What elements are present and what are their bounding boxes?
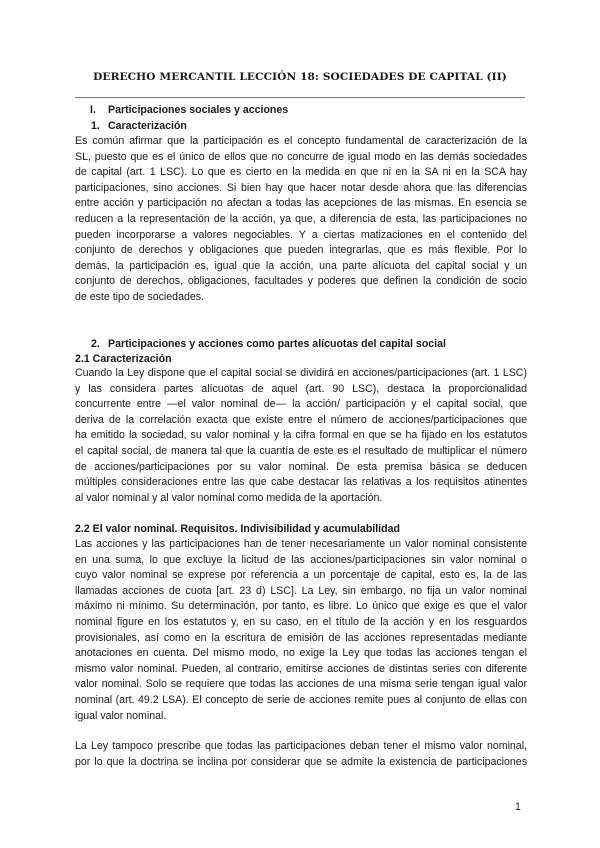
section-title: Participaciones sociales y acciones	[108, 104, 289, 116]
page-number: 1	[515, 801, 521, 813]
text-line: cuyo valor nominal se exprese por referencia a un porcentaje de capital, esto es, la de las	[75, 569, 527, 582]
text-line: de este tipo de sociedades.	[75, 290, 204, 303]
paragraph-partes-alicuotas	[75, 366, 527, 506]
text-line: mismo valor nominal. Pueden, al contrario, emitirse acciones de distintas series con diferente	[75, 662, 527, 675]
text-line: entre acción y participación no afectan a todas las acepciones de las mismas. En esencia se	[75, 197, 527, 210]
subsection-heading-2-1: 2.1 Caracterización	[75, 353, 172, 365]
text-line: deriva de la correlación exacta que existe entre el número de acciones/participaciones que	[75, 413, 527, 426]
text-line: SL, puesto que es el único de ellos que no concurre de igual modo en las demás sociedades	[75, 150, 527, 163]
text-line: y las considera partes alícuotas de aquel (art. 90 LSC), destaca la proporcionalidad	[75, 382, 527, 395]
text-line: máximo ni mínimo. Su determinación, por tanto, es libre. Lo único que exige es que el valor	[75, 600, 527, 613]
text-line: en una suma, lo que excluye la licitud de las acciones/participaciones sin valor nominal o	[75, 553, 527, 566]
text-line: nominal figure en los estatutos y, en su caso, en el título de la acción y en los resguardos	[75, 615, 527, 628]
text-line: ha emitido la sociedad, su valor nominal y la cifra formal en que se ha fijado en los estatutos	[75, 429, 527, 442]
title-divider	[75, 97, 525, 98]
paragraph-valor-nominal	[75, 537, 527, 724]
text-line: participaciones, sino acciones. Si bien hay que hacer notar desde ahora que las diferencias	[75, 181, 527, 194]
text-line: reducen a la representación de la acción, ya que, a diferencia de esta, las participaciones no	[75, 212, 527, 225]
text-line: el capital social, de manera tal que la cuantía de este es el resultado de multiplicar el número	[75, 444, 527, 457]
subsection-heading-2-2: 2.2 El valor nominal. Requisitos. Indivisibilidad y acumulabilidad	[75, 523, 400, 535]
page-title: DERECHO MERCANTIL LECCIÓN 18: SOCIEDADES DE CAPITAL (II)	[93, 71, 507, 83]
subsection-number: 1.	[91, 120, 100, 132]
text-line: múltiples consideraciones entre las que cabe destacar las relativas a los requisitos atinentes	[75, 476, 527, 489]
text-line: por lo que la doctrina se inclina por considerar que se admite la existencia de participaciones	[75, 755, 527, 768]
text-line: igual valor nominal.	[75, 709, 167, 722]
text-line: concurrente entre —el valor nominal de— la acción/ participación y el capital social, que	[75, 398, 527, 411]
subsection-title: Participaciones y acciones como partes alícuotas del capital social	[108, 338, 446, 350]
paragraph-caracterizacion	[75, 134, 527, 306]
text-line: de acciones/participaciones por su valor nominal. De esta premisa básica se deducen	[75, 460, 527, 473]
text-line: Cuando la Ley dispone que el capital social se dividirá en acciones/participaciones (art. 1 LSC)	[75, 367, 527, 379]
text-line: valor nominal. Solo se requiere que todas las acciones de una misma serie tengan igual valor	[75, 678, 527, 691]
text-line: nominal (art. 49.2 LSA). El concepto de serie de acciones remite pues al conjunto de ellas con	[75, 693, 527, 706]
text-line: Es común afirmar que la participación es el concepto fundamental de caracterización de la	[75, 135, 527, 147]
text-line: pueden incorporarse a valores negociables. Y a ciertas matizaciones en el contenido del	[75, 228, 527, 241]
section-number: I.	[90, 104, 96, 116]
text-line: provisionales, así como en la escritura de emisión de las acciones representadas mediante	[75, 631, 527, 644]
text-line: al valor nominal y al valor nominal como medida de la aportación.	[75, 491, 383, 504]
text-line: Las acciones y las participaciones han de tener necesariamente un valor nominal consistente	[75, 538, 527, 550]
subsection-title: Caracterización	[108, 120, 187, 132]
text-line: La Ley tampoco prescribe que todas las participaciones deban tener el mismo valor nominal,	[75, 740, 527, 752]
text-line: demás, la participación es, igual que la acción, una parte alícuota del capital social y un	[75, 259, 527, 272]
text-line: conjunto de derechos y obligaciones que pueden integrarlas, que es más flexible. Por lo	[75, 244, 527, 257]
paragraph-ley-tampoco	[75, 739, 527, 770]
text-line: conjunto de derechos, obligaciones, facultades y poderes que definen la condición de socio	[75, 275, 527, 288]
subsection-number: 2.	[91, 338, 100, 350]
text-line: anotaciones en cuenta. Del mismo modo, no exige la Ley que todas las acciones tengan el	[75, 647, 527, 660]
text-line: de capital (art. 1 LSC). Lo que es cierto en la medida en que ni en la SA ni en la SCA hay	[75, 166, 527, 179]
text-line: llamadas acciones de cuota [art. 23 d) LSC]. La Ley, sin embargo, no fija un valor nominal	[75, 584, 527, 597]
